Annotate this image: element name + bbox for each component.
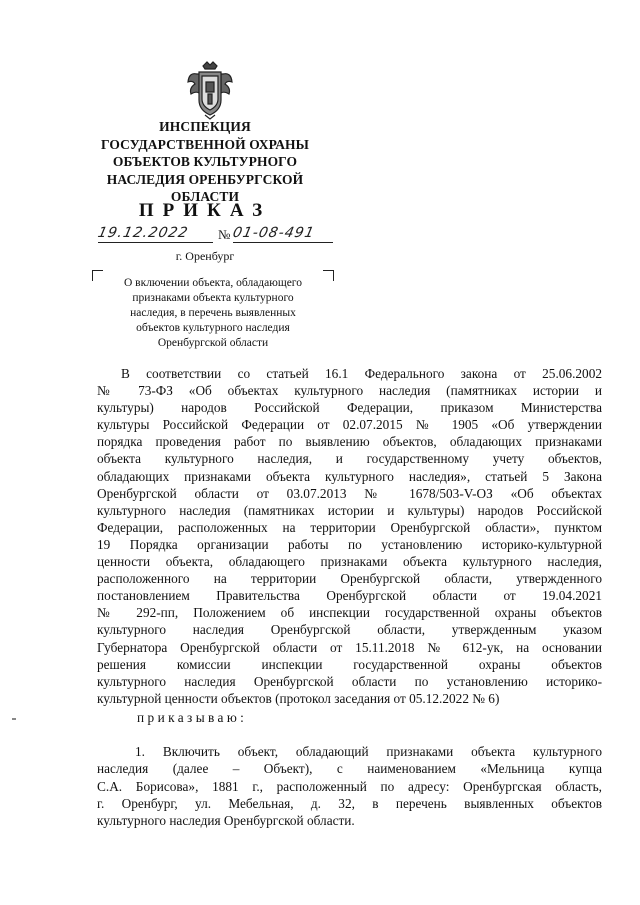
text-line: ценности объекта, обладающего признаками объекта культурного наследия, [97, 554, 602, 570]
text-line: № 292-пп, Положением об инспекции государственной охраны объектов [97, 605, 602, 621]
text-line: культурной ценности объектов (протокол заседания от 05.12.2022 № 6) [97, 690, 500, 706]
bracket-corner [323, 270, 334, 281]
order-verb: приказываю: [137, 710, 248, 725]
text-line: Федерации, расположенных на территории Оренбургской области», пунктом [97, 519, 602, 535]
text-line: Губернатора Оренбургской области от 15.11.2018 № 612-ук, на основании [97, 639, 602, 655]
text-line: г. Оренбург, ул. Мебельная, д. 32, в перечень выявленных объектов [97, 795, 602, 811]
city: г. Оренбург [175, 249, 235, 263]
text-line: культурного наследия Оренбургской области по установлению историко- [97, 673, 602, 689]
text-line: С.А. Борисова», 1881 г., расположенный по адресу: Оренбургская область, [97, 778, 602, 794]
text-line: культуры Российской Федерации от 02.07.2015 № 1905 «Об утверждении [97, 417, 602, 433]
org-line: ОБЪЕКТОВ КУЛЬТУРНОГО [112, 154, 298, 170]
bracket-corner [92, 270, 103, 281]
text-line: 19 Порядка организации работы по установлению историко-культурной [97, 536, 602, 552]
subject-line: наследия, в перечень выявленных [130, 307, 296, 319]
text-line: В соответствии со статьей 16.1 Федерального закона от 25.06.2002 [121, 366, 602, 381]
text-line: № 73-ФЗ «Об объектах культурного наследия (памятниках истории и [97, 383, 602, 399]
org-line: ОБЛАСТИ [170, 189, 240, 205]
text-line: культурного наследия (памятниках истории и культуры) народов Российской [97, 502, 602, 518]
text-line: решения комиссии инспекции государственной охраны объектов [97, 656, 602, 672]
text-line: обладающих признаками объекта культурного наследия», статьей 5 Закона [97, 468, 602, 484]
text-line: порядка проведения работ по выявлению объектов, обладающих признаками [97, 434, 602, 450]
order-title: ПРИКАЗ [138, 200, 272, 221]
text-line: культуры) народов Российской Федерации, приказом Министерства [97, 400, 602, 416]
text-line: культурного наследия Оренбургской области. [97, 813, 355, 829]
preamble-paragraph [97, 365, 602, 707]
text-line: расположенного на территории Оренбургской области, утвержденного [97, 571, 602, 587]
org-line: НАСЛЕДИЯ ОРЕНБУРГСКОЙ [106, 171, 304, 187]
text-line: постановлением Правительства Оренбургской области от 19.04.2021 [97, 588, 602, 604]
order-subject [92, 268, 334, 350]
subject-line: признаками объекта культурного [132, 292, 294, 304]
organization-name [90, 118, 320, 206]
order-date: 19.12.2022 [96, 225, 190, 241]
number-underline [233, 242, 333, 243]
subject-line: О включении объекта, обладающего [124, 277, 302, 289]
text-line: культурного наследия Оренбургской области, утвержденным указом [97, 622, 602, 638]
org-line: ИНСПЕКЦИЯ [159, 119, 251, 134]
org-line: ГОСУДАРСТВЕННОЙ ОХРАНЫ [100, 136, 310, 152]
order-date-number [98, 225, 338, 247]
order-item-1 [97, 743, 602, 829]
text-line: 1. Включить объект, обладающий признаками объекта культурного [135, 744, 602, 759]
scan-mark [12, 718, 16, 720]
subject-line: Оренбургской области [157, 337, 269, 349]
text-line: наследия (далее – Объект), с наименованием «Мельница купца [97, 761, 602, 777]
order-number: 01-08-491 [231, 225, 317, 241]
date-underline [98, 242, 213, 243]
number-sign: № [218, 227, 231, 242]
subject-text [106, 276, 320, 351]
subject-line: объектов культурного наследия [136, 322, 290, 334]
coat-of-arms-icon [185, 60, 235, 120]
text-line: Оренбургской области от 03.07.2013 № 1678/503-V-ОЗ «Об объектах [97, 485, 602, 501]
text-line: объекта культурного наследия, и государственному учету объектов, [97, 451, 602, 467]
